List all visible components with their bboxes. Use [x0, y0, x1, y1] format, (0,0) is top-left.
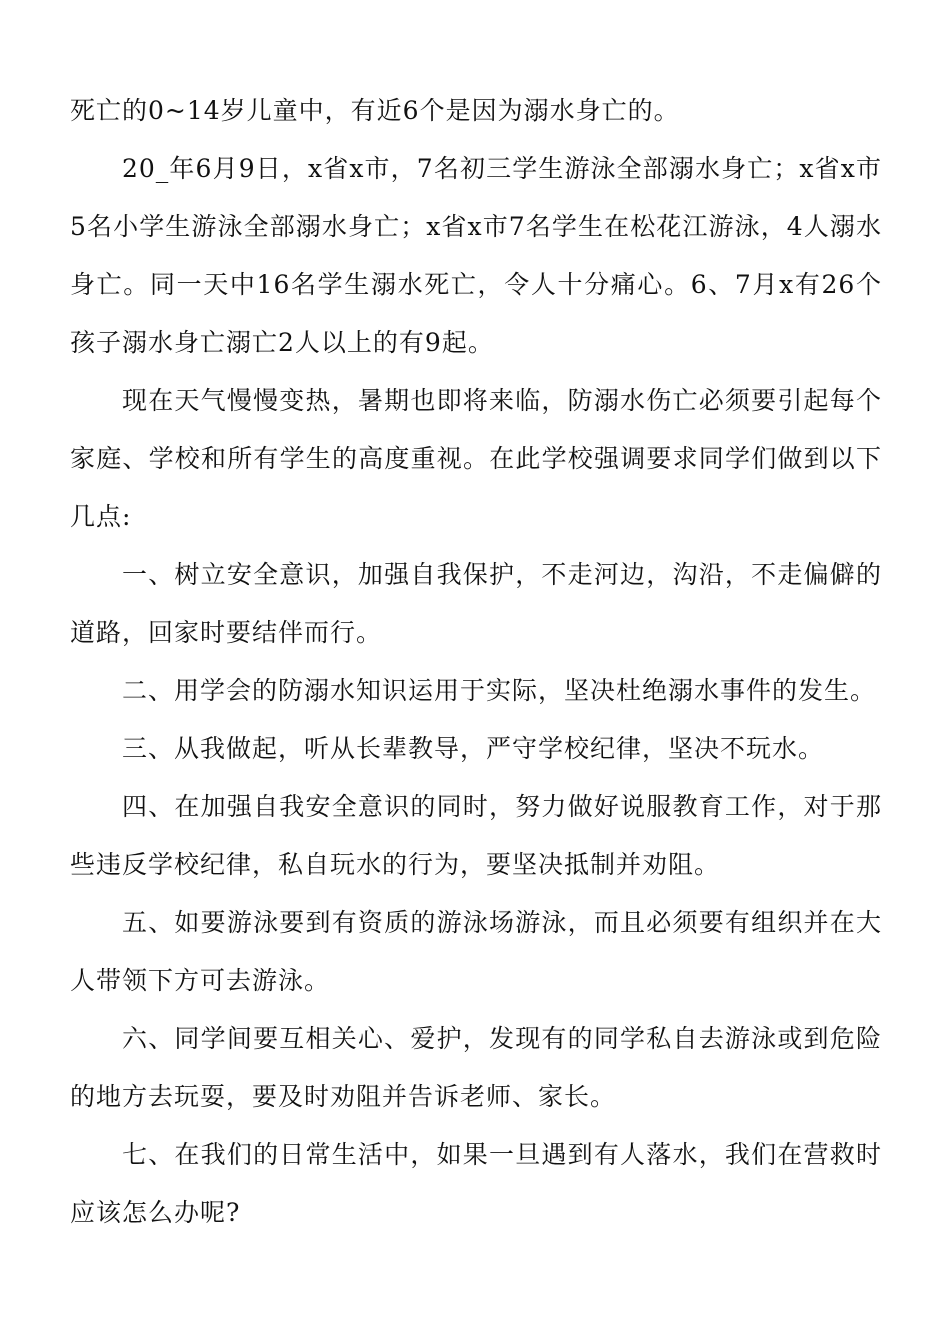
paragraph-rule-5: 五、如要游泳要到有资质的游泳场游泳，而且必须要有组织并在大人带领下方可去游泳。	[70, 908, 882, 995]
paragraph-drowning-incidents: 20_年6月9日，x省x市，7名初三学生游泳全部溺水身亡；x省x市5名小学生游泳全部溺水身亡；x省x市7名学生在松花江游泳，4人溺水身亡。同一天中16名学生溺水死亡，令人十分痛心。6、7月x有26个孩子溺水身亡溺亡2人以上的有9起。	[70, 154, 882, 357]
paragraph-intro-statistic: 死亡的0~14岁儿童中，有近6个是因为溺水身亡的。	[70, 96, 680, 125]
paragraph-rule-3: 三、从我做起，听从长辈教导，严守学校纪律，坚决不玩水。	[122, 734, 825, 763]
paragraph-rule-2: 二、用学会的防溺水知识运用于实际，坚决杜绝溺水事件的发生。	[122, 676, 877, 705]
paragraph-summer-warning: 现在天气慢慢变热，暑期也即将来临，防溺水伤亡必须要引起每个家庭、学校和所有学生的高度重视。在此学校强调要求同学们做到以下几点:	[70, 386, 882, 531]
paragraph-rule-6: 六、同学间要互相关心、爱护，发现有的同学私自去游泳或到危险的地方去玩耍，要及时劝阻并告诉老师、家长。	[70, 1024, 882, 1111]
paragraph-rule-7: 七、在我们的日常生活中，如果一旦遇到有人落水，我们在营救时应该怎么办呢?	[70, 1140, 882, 1227]
paragraph-rule-4: 四、在加强自我安全意识的同时，努力做好说服教育工作，对于那些违反学校纪律，私自玩水的行为，要坚决抵制并劝阻。	[70, 792, 882, 879]
document-body	[70, 82, 882, 1242]
paragraph-rule-1: 一、树立安全意识，加强自我保护，不走河边，沟沿，不走偏僻的道路，回家时要结伴而行。	[70, 560, 882, 647]
